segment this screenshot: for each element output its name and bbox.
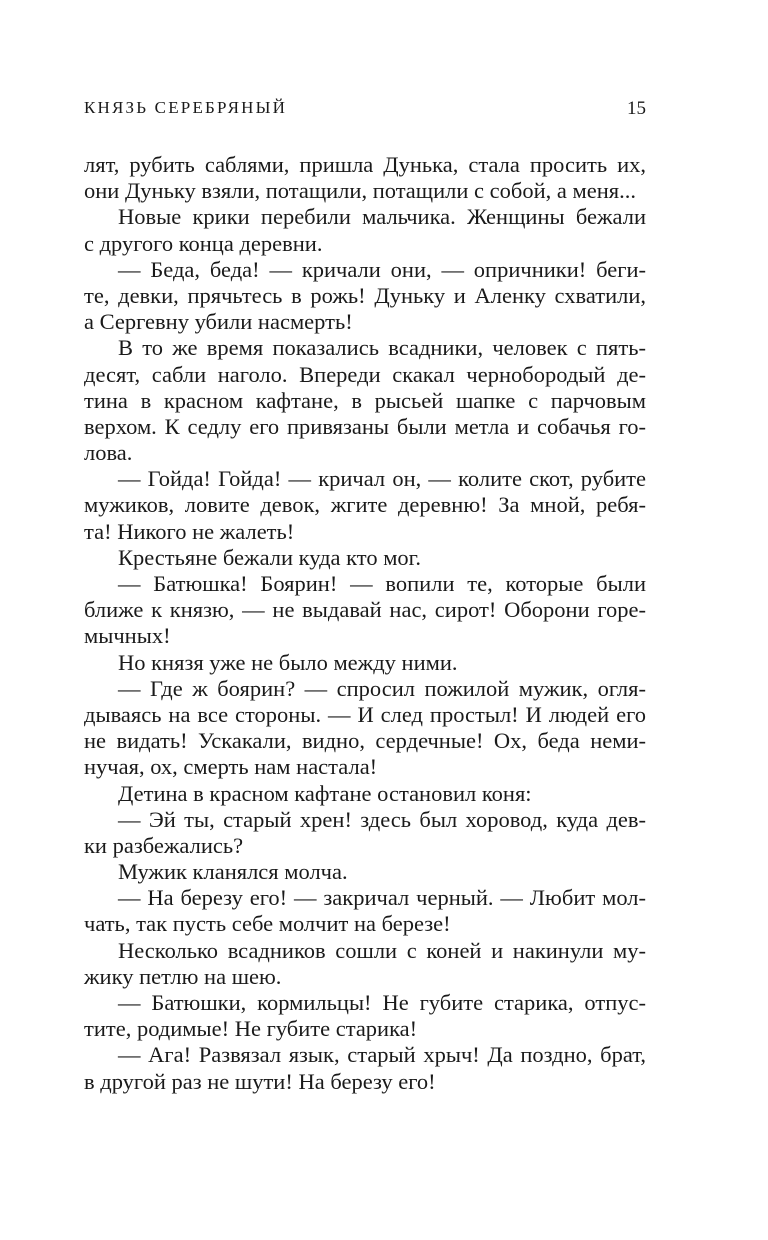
text-line: мужиков, ловите девок, жгите деревню! За мной, ребя- xyxy=(84,492,646,518)
text-line: ближе к князю, — не выдавай нас, сирот! Оборони горе- xyxy=(84,597,646,623)
text-line: чать, так пусть себе молчит на березе! xyxy=(84,911,451,937)
text-line: — Батюшки, кормильцы! Не губите старика, отпус- xyxy=(118,990,646,1015)
text-line: В то же время показались всадники, человек с пять- xyxy=(118,335,646,361)
text-line: нучая, ох, смерть нам настала! xyxy=(84,754,378,780)
text-line: — Где ж боярин? — спросил пожилой мужик, огля- xyxy=(118,675,646,701)
text-line: та! Никого не жалеть! xyxy=(84,518,295,544)
text-line: дываясь на все стороны. — И след простыл! И людей его xyxy=(84,701,646,727)
running-title: КНЯЗЬ СЕРЕБРЯНЫЙ xyxy=(84,98,288,117)
text-line: Но князя уже не было между ними. xyxy=(118,649,458,675)
running-head xyxy=(84,98,646,124)
text-line: лова. xyxy=(84,440,133,466)
text-line: тите, родимые! Не губите старика! xyxy=(84,1016,418,1042)
page-number: 15 xyxy=(627,98,646,119)
text-line: лят, рубить саблями, пришла Дунька, стала просить их, xyxy=(84,152,646,177)
text-line: жику петлю на шею. xyxy=(84,963,282,989)
text-line: — Гойда! Гойда! — кричал он, — колите скот, рубите xyxy=(118,466,646,492)
text-line: Новые крики перебили мальчика. Женщины бежали xyxy=(118,204,646,230)
text-line: — Ага! Развязал язык, старый хрыч! Да поздно, брат, xyxy=(118,1042,646,1068)
text-line: ки разбежались? xyxy=(84,832,244,858)
text-line: а Сергевну убили насмерть! xyxy=(84,309,353,335)
text-line: — На березу его! — закричал черный. — Любит мол- xyxy=(118,885,646,911)
text-line: тина в красном кафтане, в рысьей шапке с парчовым xyxy=(84,387,646,413)
text-line: — Беда, беда! — кричали они, — опричники! беги- xyxy=(118,256,646,282)
text-line: с другого конца деревни. xyxy=(84,230,323,256)
text-line: они Дуньку взяли, потащили, потащили с собой, а меня... xyxy=(84,178,636,204)
text-line: Детина в красном кафтане остановил коня: xyxy=(118,780,532,806)
text-line: Крестьяне бежали куда кто мог. xyxy=(118,544,422,570)
text-line: Мужик кланялся молча. xyxy=(118,859,348,885)
text-line: Несколько всадников сошли с коней и накинули му- xyxy=(118,937,646,963)
text-line: мычных! xyxy=(84,623,171,649)
body-text xyxy=(84,152,646,1095)
text-line: не видать! Ускакали, видно, сердечные! Ох, беда неми- xyxy=(84,728,646,754)
text-line: десят, сабли наголо. Впереди скакал чернобородый де- xyxy=(84,361,646,387)
text-line: — Батюшка! Боярин! — вопили те, которые были xyxy=(118,571,646,596)
text-line: — Эй ты, старый хрен! здесь был хоровод, куда дев- xyxy=(118,806,646,832)
text-line: те, девки, прячьтесь в рожь! Дуньку и Аленку схватили, xyxy=(84,282,646,308)
text-line: верхом. К седлу его привязаны были метла и собачья го- xyxy=(84,413,646,439)
text-line: в другой раз не шути! На березу его! xyxy=(84,1068,436,1094)
